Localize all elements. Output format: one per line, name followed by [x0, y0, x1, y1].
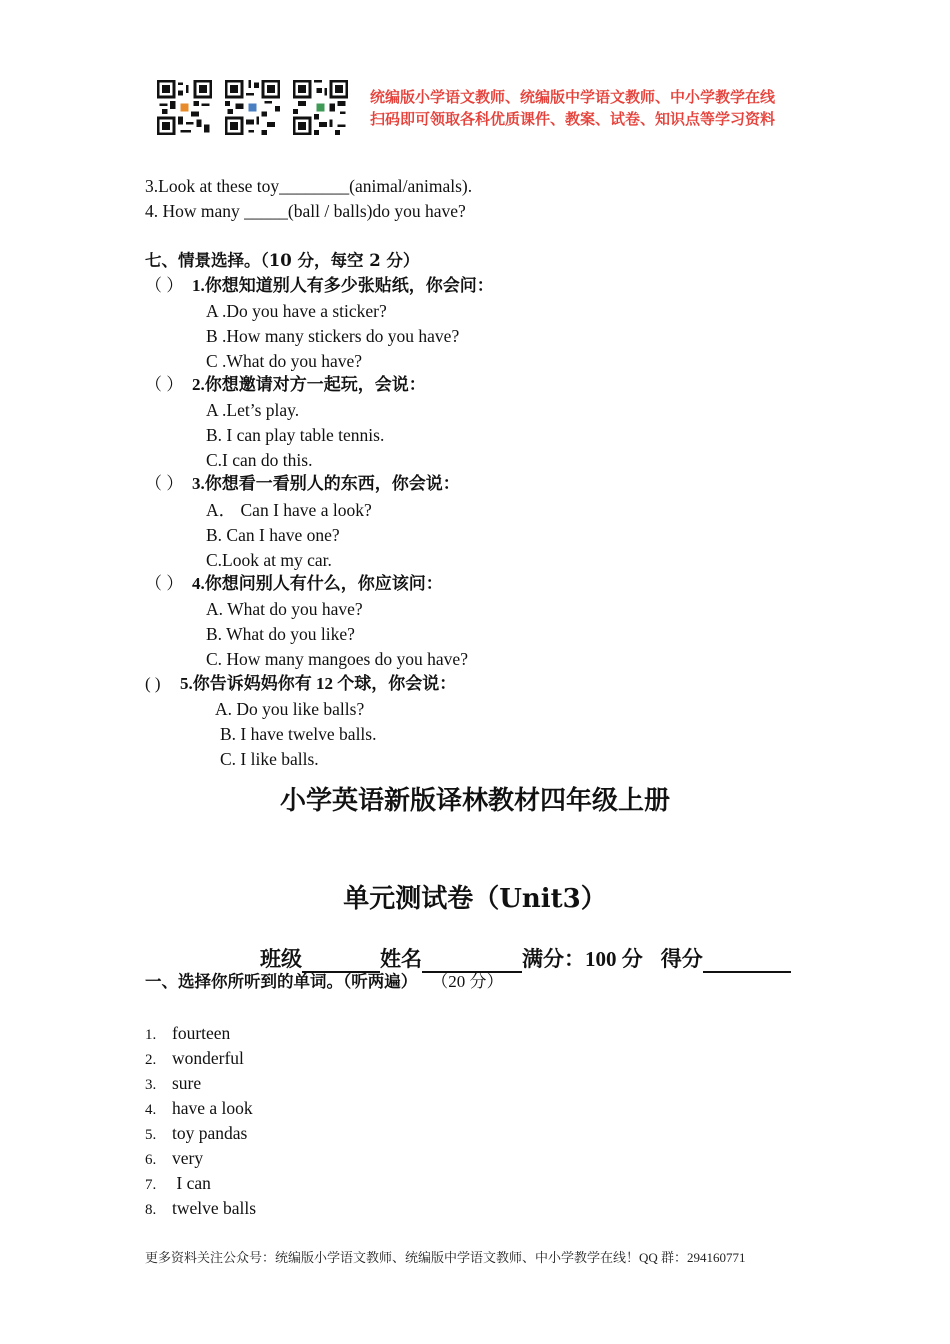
class-label: 班级 [260, 947, 302, 971]
option-b: B. I can play table tennis. [206, 425, 385, 445]
banner-line-1: 统编版小学语文教师、统编版中学语文教师、中小学教学在线 [370, 88, 776, 106]
option-c: C. I like balls. [220, 749, 319, 769]
fill-item-3: 3.Look at these toy________(animal/animals). [145, 176, 473, 196]
option-a: A． Can I have a look? [206, 500, 372, 520]
full-score: 满分：100 分 [522, 947, 643, 971]
qr-code-icon [225, 80, 280, 135]
list-item: 7. I can [145, 1173, 211, 1193]
answer-paren[interactable]: （ ） [145, 474, 184, 493]
qr-code-icon [157, 80, 212, 135]
question-prompt: 2.你想邀请对方一起玩，会说： [192, 375, 426, 394]
option-c: C. How many mangoes do you have? [206, 649, 468, 669]
option-c: C.Look at my car. [206, 550, 332, 570]
answer-paren[interactable]: （ ） [145, 375, 184, 394]
question-prompt: 3.你想看一看别人的东西，你会说： [192, 474, 460, 493]
word-list [145, 1021, 256, 1221]
score-label: 得分 [660, 947, 703, 971]
option-b: B. What do you like? [206, 624, 355, 644]
banner-line-2: 扫码即可领取各科优质课件、教案、试卷、知识点等学习资料 [370, 110, 776, 128]
option-a: A. Do you like balls? [215, 699, 365, 719]
list-item: 3. sure [145, 1073, 202, 1093]
option-c: C.I can do this. [206, 450, 313, 470]
option-b: B. I have twelve balls. [220, 724, 377, 744]
question-prompt: 5.你告诉妈妈你有 12 个球，你会说： [180, 674, 457, 693]
question-1 [145, 274, 494, 298]
option-b: B. Can I have one? [206, 525, 340, 545]
question-5 [145, 672, 456, 696]
name-label: 姓名 [380, 947, 422, 971]
list-item: 8. twelve balls [145, 1198, 257, 1218]
list-item: 4. have a look [145, 1098, 253, 1118]
question-4 [145, 572, 443, 596]
fill-item-4: 4. How many _____(ball / balls)do you have? [145, 201, 466, 221]
score-blank[interactable] [703, 949, 791, 973]
list-item: 5. toy pandas [145, 1123, 248, 1143]
answer-paren[interactable]: （ ） [145, 574, 184, 593]
section-7-heading: 七、情景选择。（10 分，每空 2 分） [145, 251, 420, 270]
option-c: C .What do you have? [206, 351, 362, 371]
answer-paren[interactable]: （ ） [145, 276, 184, 295]
section-1-title: 一、选择你所听到的单词。（听两遍） [145, 972, 418, 991]
question-prompt: 4.你想问别人有什么，你应该问： [192, 574, 443, 593]
list-item: 6. very [145, 1148, 204, 1168]
list-item: 1. fourteen [145, 1023, 231, 1043]
footer-text: 更多资料关注公众号：统编版小学语文教师、统编版中学语文教师、中小学教学在线！QQ 群：294160771 [145, 1250, 746, 1265]
list-item: 2. wonderful [145, 1048, 244, 1068]
option-b: B .How many stickers do you have? [206, 326, 460, 346]
question-3 [145, 472, 460, 496]
section-1-points: （20 分） [431, 972, 504, 991]
exam-title: 小学英语新版译林教材四年级上册 [279, 786, 670, 816]
option-a: A .Do you have a sticker? [206, 301, 387, 321]
answer-paren[interactable]: ( ) [145, 674, 161, 693]
question-2 [145, 373, 426, 397]
option-a: A. What do you have? [206, 599, 363, 619]
question-prompt: 1.你想知道别人有多少张贴纸，你会问： [192, 276, 494, 295]
qr-code-icon [293, 80, 348, 135]
option-a: A .Let’s play. [206, 400, 300, 420]
section-1-heading [145, 970, 504, 994]
promo-banner [370, 86, 775, 130]
student-info-line [260, 943, 791, 973]
exam-subtitle: 单元测试卷（Unit3） [343, 884, 607, 914]
